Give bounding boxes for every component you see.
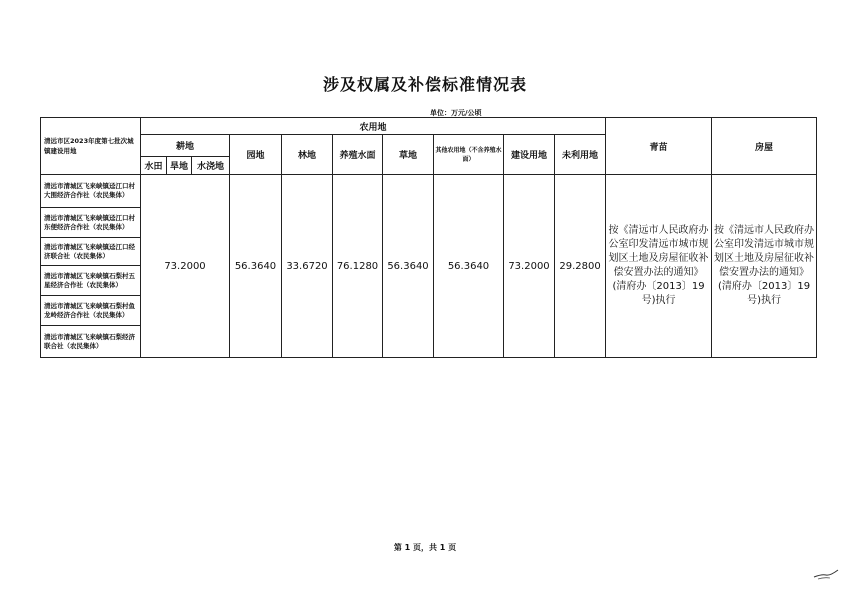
table-corner-header: 清远市区2023年度第七批次城镇建设用地 xyxy=(41,118,141,175)
header-crops: 青苗 xyxy=(606,118,712,175)
value-construction: 73.2000 xyxy=(504,175,555,358)
value-grass: 56.3640 xyxy=(383,175,434,358)
page-footer: 第 1 页，共 1 页 xyxy=(393,543,457,552)
header-forest: 林地 xyxy=(282,135,333,175)
value-garden: 56.3640 xyxy=(230,175,282,358)
village-row-1: 清远市清城区飞来峡镇迳江口村大围经济合作社（农民集体） xyxy=(41,175,141,208)
header-irrigated: 水浇地 xyxy=(192,157,230,175)
value-aquaculture: 76.1280 xyxy=(333,175,383,358)
header-garden: 园地 xyxy=(230,135,282,175)
village-row-5: 清远市清城区飞来峡镇石梨村鱼龙岭经济合作社（农民集体） xyxy=(41,296,141,326)
header-other-farmland: 其他农用地（不含养殖水面） xyxy=(434,135,504,175)
page-title: 涉及权属及补偿标准情况表 xyxy=(322,75,527,94)
value-forest: 33.6720 xyxy=(282,175,333,358)
pen-mark-icon xyxy=(812,566,840,580)
header-cultivated: 耕地 xyxy=(141,135,230,157)
value-cultivated: 73.2000 xyxy=(141,175,230,358)
village-row-6: 清远市清城区飞来峡镇石梨经济联合社（农民集体） xyxy=(41,326,141,358)
village-row-3: 清远市清城区飞来峡镇迳江口经济联合社（农民集体） xyxy=(41,238,141,266)
village-row-4: 清远市清城区飞来峡镇石梨村五星经济合作社（农民集体） xyxy=(41,266,141,296)
value-housing-policy: 按《清远市人民政府办公室印发清远市城市规划区土地及房屋征收补偿安置办法的通知》(清府办〔2013〕19号)执行 xyxy=(712,175,817,358)
header-unused: 未利用地 xyxy=(555,135,606,175)
header-grass: 草地 xyxy=(383,135,434,175)
value-other-farmland: 56.3640 xyxy=(434,175,504,358)
header-dry: 旱地 xyxy=(167,157,192,175)
header-paddy: 水田 xyxy=(141,157,167,175)
value-crops-policy: 按《清远市人民政府办公室印发清远市城市规划区土地及房屋征收补偿安置办法的通知》(清府办〔2013〕19号)执行 xyxy=(606,175,712,358)
header-aquaculture: 养殖水面 xyxy=(333,135,383,175)
header-construction: 建设用地 xyxy=(504,135,555,175)
village-row-2: 清远市清城区飞来峡镇迳江口村东便经济合作社（农民集体） xyxy=(41,208,141,238)
compensation-table xyxy=(40,117,817,358)
header-farmland: 农用地 xyxy=(141,118,606,135)
unit-label: 单位：万元/公顷 xyxy=(430,109,482,117)
header-housing: 房屋 xyxy=(712,118,817,175)
value-unused: 29.2800 xyxy=(555,175,606,358)
